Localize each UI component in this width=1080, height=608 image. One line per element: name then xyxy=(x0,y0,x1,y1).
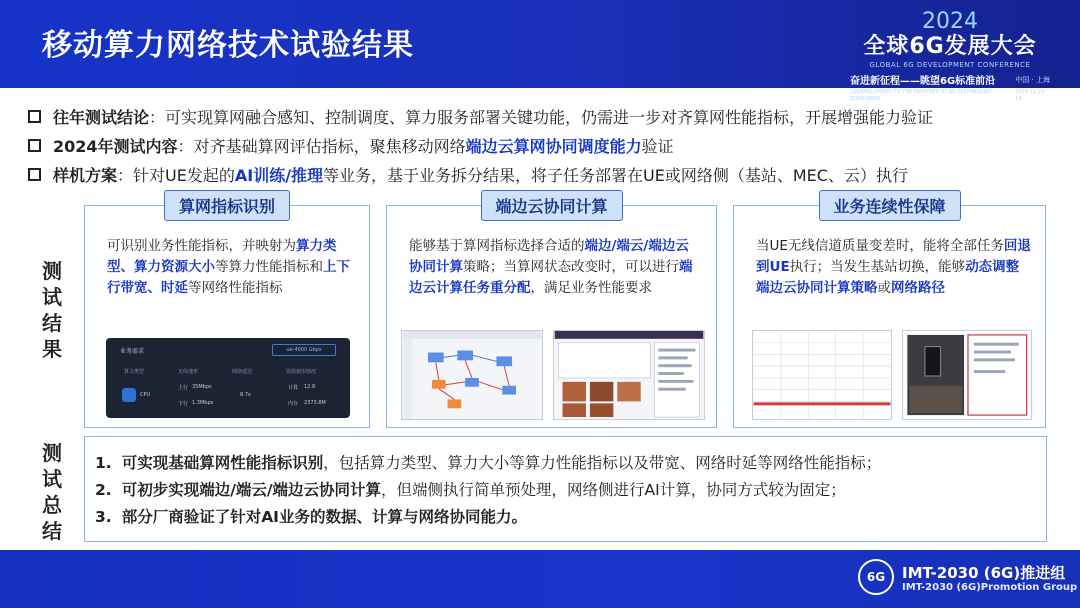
bullet-text-end: 验证 xyxy=(641,137,674,156)
panel-text: 等网络性能指标 xyxy=(188,280,283,296)
header-banner xyxy=(0,0,1080,102)
bullet-text: 针对UE发起的 xyxy=(133,166,235,185)
panel-text: 执行；当发生基站切换，能够 xyxy=(789,259,966,275)
bullet-text: 对齐基础算网评估指标，聚焦移动网络 xyxy=(193,137,466,156)
summary-number: 1. xyxy=(95,454,112,472)
summary-text: ，但端侧执行简单预处理，网络侧进行AI计算，协同方式较为固定； xyxy=(381,481,846,499)
results-table-screenshot xyxy=(752,330,892,420)
side-char: 测 xyxy=(42,441,62,465)
dashboard-cell: 35Mbps xyxy=(192,384,212,390)
panel-text: 等算力性能指标和 xyxy=(215,259,323,275)
bullet-highlight: 端边云算网协同调度能力 xyxy=(465,137,642,156)
panel-text: 策略；当算网状态改变时，可以进行 xyxy=(463,259,679,275)
summary-text: ，包括算力类型、算力大小等算力性能指标以及带宽、网络时延等网络性能指标； xyxy=(323,454,882,472)
dashboard-cell: 上行 xyxy=(178,385,189,391)
summary-bold: 可初步实现端边/端云/端边云协同计算 xyxy=(121,481,382,499)
bullet-previous-conclusion xyxy=(28,102,1068,131)
conference-slogan: 奋进新征程——眺望6G标准前沿 xyxy=(850,76,996,87)
conference-year: 2024 xyxy=(922,9,978,34)
dashboard-header: 算力类型 xyxy=(124,369,145,375)
conference-name: 全球6G发展大会 xyxy=(863,34,1037,59)
summary-item xyxy=(95,477,881,504)
bullet-list xyxy=(28,102,1068,189)
dashboard-header: 无线速率 xyxy=(178,369,199,375)
side-char: 结 xyxy=(42,519,62,543)
panel-tag: 算网指标识别 xyxy=(164,190,290,221)
dashboard-header: 网络延迟 xyxy=(232,369,253,375)
checkbox-square-icon xyxy=(28,110,41,123)
handover-demo-screenshot xyxy=(902,330,1032,420)
summary-number: 3. xyxy=(95,508,112,526)
bullet-separator: ： xyxy=(117,166,134,185)
dashboard-cell: 12.8 xyxy=(304,384,316,390)
dashboard-header: 资源使用情况 xyxy=(286,369,317,375)
side-char: 总 xyxy=(42,493,62,517)
checkbox-square-icon xyxy=(28,168,41,181)
panel-text: 或 xyxy=(877,280,891,296)
dashboard-cell: 下行 xyxy=(178,401,189,407)
panel-highlight: 端边云计算任务重分配 xyxy=(409,259,693,296)
side-char: 结 xyxy=(42,311,62,335)
conference-slogan-english: LOOKING AHEAD TO THE FRONTIER OF 6G TECHNOLOGY STANDARDS xyxy=(850,89,992,102)
panel-text: ，满足业务性能要求 xyxy=(530,280,652,296)
summary-bold: 可实现基础算网性能指标识别 xyxy=(121,454,324,472)
footer-org-name: IMT-2030 (6G)推进组 xyxy=(902,564,1066,582)
conference-english-name: GLOBAL 6G DEVELOPMENT CONFERENCE xyxy=(869,61,1031,69)
side-char: 试 xyxy=(42,285,62,309)
dashboard-cell: 计算 xyxy=(288,385,299,391)
topology-diagram-screenshot xyxy=(401,330,543,420)
panel-text: 能够基于算网指标选择合适的 xyxy=(409,238,585,254)
footer-org-english: IMT-2030 (6G)Promotion Group xyxy=(902,582,1078,593)
side-char: 果 xyxy=(42,337,62,361)
bullet-separator: ： xyxy=(149,108,166,127)
panel-text: 可识别业务性能指标，并映射为 xyxy=(107,238,296,254)
bullet-key: 样机方案 xyxy=(53,166,118,185)
cpu-icon xyxy=(122,388,136,402)
panel-description xyxy=(756,236,1032,299)
dashboard-cell: 8.7s xyxy=(240,392,251,398)
panel-metric-identification xyxy=(84,197,370,428)
summary-item xyxy=(95,450,881,477)
conference-logo xyxy=(850,10,1050,103)
bullet-text-end: 等业务，基于业务拆分结果，将子任务部署在UE或网络侧（基站、MEC、云）执行 xyxy=(323,166,908,185)
panel-highlight: 算力类型、算力资源大小 xyxy=(107,238,337,275)
dashboard-cell: 内存 xyxy=(288,401,299,407)
summary-list xyxy=(95,450,881,531)
dashboard-cell: 2373.8M xyxy=(304,400,326,406)
panel-description xyxy=(409,236,701,299)
bullet-key: 2024年测试内容 xyxy=(53,137,178,156)
panel-service-continuity xyxy=(733,197,1046,428)
panel-tag: 端边云协同计算 xyxy=(480,190,622,221)
footer-banner xyxy=(0,550,1080,608)
summary-bold: 部分厂商验证了针对AI业务的数据、计算与网络协同能力。 xyxy=(121,508,527,526)
bullet-key: 往年测试结论 xyxy=(53,108,150,127)
summary-item xyxy=(95,504,881,531)
bullet-separator: ： xyxy=(177,137,194,156)
bullet-text: 可实现算网融合感知、控制调度、算力服务部署关键功能，仍需进一步对齐算网性能指标，开展增强能力验证 xyxy=(165,108,934,127)
side-char: 测 xyxy=(42,259,62,283)
panel-highlight: 网络路径 xyxy=(891,280,945,296)
dashboard-cell: 1.3Mbps xyxy=(192,400,214,406)
summary-number: 2. xyxy=(95,481,112,499)
side-char: 试 xyxy=(42,467,62,491)
dashboard-title: 业务需求 xyxy=(120,348,145,355)
imt2030-logo-icon: 6G xyxy=(858,559,894,595)
panel-text: 当UE无线信道质量变差时，能将全部任务 xyxy=(756,238,1004,254)
page-title: 移动算力网络技术试验结果 xyxy=(42,28,414,63)
panel-tag: 业务连续性保障 xyxy=(818,190,960,221)
panel-highlight: 回退到UE xyxy=(756,238,1031,275)
side-label-test-results xyxy=(32,258,72,362)
bullet-2024-content xyxy=(28,131,1068,160)
dashboard-cell: CPU xyxy=(140,392,151,398)
panel-highlight: 端边/端云/端边云协同计算 xyxy=(409,238,689,275)
video-inference-screenshot xyxy=(553,330,705,420)
conference-location: 中国 · 上海 xyxy=(1015,75,1050,84)
bullet-highlight: AI训练/推理 xyxy=(234,166,324,185)
panel-description xyxy=(107,236,357,299)
bullet-prototype-plan xyxy=(28,160,1068,189)
dashboard-badge: ue-4000 Gbps xyxy=(272,344,336,356)
panel-highlight: 动态调整端边云协同计算策略 xyxy=(756,259,1020,296)
panel-edge-cloud-computing xyxy=(386,197,717,428)
panel-highlight: 上下行带宽、时延 xyxy=(107,259,350,296)
metric-dashboard-screenshot xyxy=(106,338,350,418)
checkbox-square-icon xyxy=(28,139,41,152)
side-label-test-summary xyxy=(32,440,72,544)
test-summary-box xyxy=(84,436,1047,542)
conference-date: 2024.11.13-14 xyxy=(1015,89,1046,102)
